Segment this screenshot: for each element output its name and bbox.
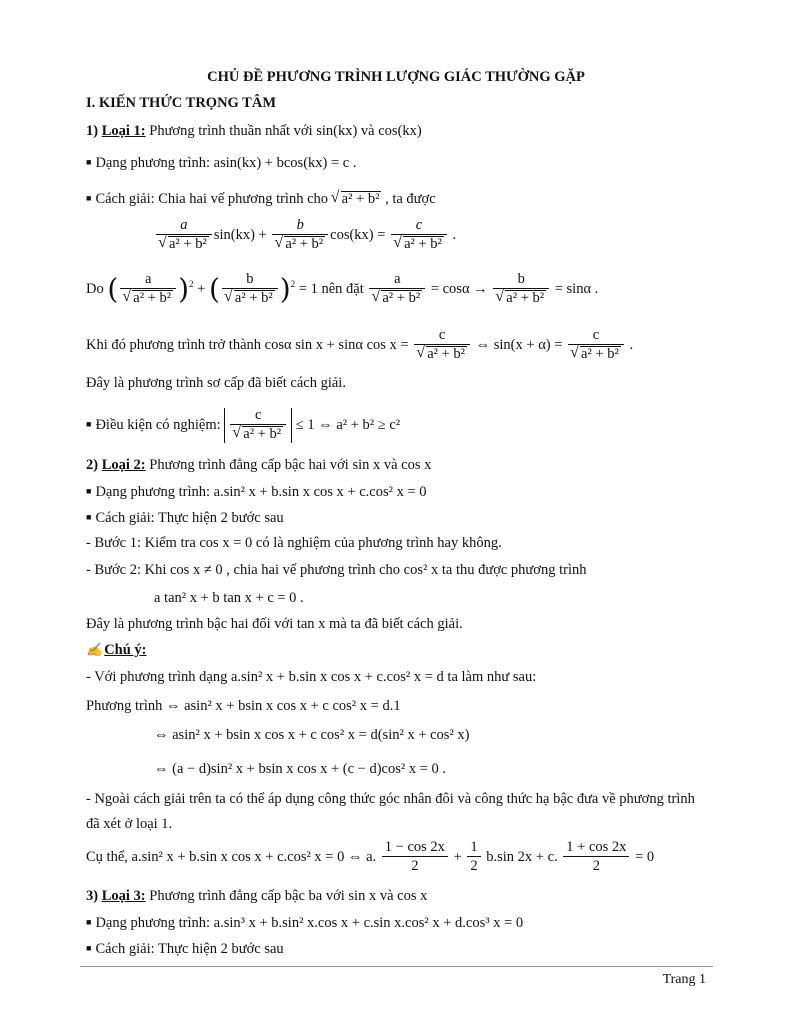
type1-form: ■ Dạng phương trình: asin(kx) + bcos(kx) = c . — [86, 155, 357, 171]
type1-do-line: Do ( a √ a² + b² )$^2$ + ( b √ a² + b² )$^2$ = 1 nên đặt a √ a² + b² = cosα → b √ a² + b² = sinα . — [86, 272, 598, 307]
type2-label: Loại 2: — [101, 457, 146, 473]
bullet-icon: ■ — [86, 943, 92, 953]
type3-heading: 3) Loại 3: Phương trình đẳng cấp bậc ba với sin x và cos x — [86, 888, 428, 904]
type1-label: Loại 1: — [101, 123, 146, 139]
note-alt2: đã xét ở loại 1. — [86, 816, 173, 832]
type1-divided-equation: a √ a² + b² sin(kx) + b √ a² + b² cos(kx) = c √ a² + b² . — [154, 218, 456, 253]
page-title: CHỦ ĐỀ PHƯƠNG TRÌNH LƯỢNG GIÁC THƯỜNG GẶP — [207, 69, 585, 85]
note-eq3: ⇔ (a − d)sin² x + bsin x cos x + (c − d)cos² x = 0 . — [154, 761, 447, 777]
type2-method: ■ Cách giải: Thực hiện 2 bước sau — [86, 510, 284, 526]
type1-method: ■ Cách giải: Chia hai vế phương trình cho √ a² + b² , ta được — [86, 189, 436, 208]
pencil-icon: ✍ — [86, 642, 103, 657]
section-heading: I. KIẾN THỨC TRỌNG TÂM — [86, 95, 277, 111]
type2-step2: - Bước 2: Khi cos x ≠ 0 , chia hai vế phương trình cho cos² x ta thu được phương trình — [86, 562, 587, 578]
type3-label: Loại 3: — [101, 888, 146, 904]
type3-form: ■ Dạng phương trình: a.sin³ x + b.sin² x.cos x + c.sin x.cos² x + d.cos³ x = 0 — [86, 915, 524, 931]
note-line1: - Với phương trình dạng a.sin² x + b.sin x cos x + c.cos² x = d ta làm như sau: — [86, 669, 537, 685]
note-eq1: Phương trình ⇔ asin² x + bsin x cos x + c cos² x = d.1 — [86, 698, 401, 714]
type2-form: ■ Dạng phương trình: a.sin² x + b.sin x cos x + c.cos² x = 0 — [86, 484, 427, 500]
type2-heading: 2) Loại 2: Phương trình đẳng cấp bậc hai với sin x và cos x — [86, 457, 432, 473]
type3-method: ■ Cách giải: Thực hiện 2 bước sau — [86, 941, 284, 957]
bullet-icon: ■ — [86, 193, 92, 203]
note-specific: Cụ thể, a.sin² x + b.sin x cos x + c.cos² x = 0 ⇔ a. $\frac{1 - \cos 2x}{2}$ + $\frac{1}{2}$ b.sin 2x + c. $\frac{1 + \cos 2x}{2}$ = 0 — [86, 839, 655, 874]
type1-khi-do: Khi đó phương trình trở thành cosα sin x + sinα cos x = c √ a² + b² ⇔ sin(x + α) = c √ a² + b² . — [86, 328, 633, 363]
type1-elementary: Đây là phương trình sơ cấp đã biết cách giải. — [86, 375, 346, 391]
note-eq2: ⇔ asin² x + bsin x cos x + c cos² x = d(sin² x + cos² x) — [154, 727, 470, 743]
note-alt1: - Ngoài cách giải trên ta có thể áp dụng công thức góc nhân đôi và công thức hạ bậc đưa về phương trình — [86, 791, 695, 807]
type2-quadratic: Đây là phương trình bậc hai đối với tan x mà ta đã biết cách giải. — [86, 616, 463, 632]
type1-condition: ■ Điều kiện có nghiệm: c √ a² + b² ≤ 1 ⇔ a² + b² ≥ c² — [86, 408, 400, 443]
bullet-icon: ■ — [86, 512, 92, 522]
bullet-icon: ■ — [86, 418, 92, 429]
page-number: Trang 1 — [662, 972, 706, 987]
bullet-icon: ■ — [86, 157, 92, 167]
note-heading: ✍ Chú ý: — [86, 642, 147, 658]
bullet-icon: ■ — [86, 917, 92, 927]
type1-heading: 1) Loại 1: Phương trình thuần nhất với sin(kx) và cos(kx) — [86, 123, 422, 139]
type2-step1: - Bước 1: Kiểm tra cos x = 0 có là nghiệm của phương trình hay không. — [86, 535, 502, 551]
type2-tan-equation: a tan² x + b tan x + c = 0 . — [154, 590, 304, 606]
footer-divider — [80, 966, 713, 967]
bullet-icon: ■ — [86, 486, 92, 496]
